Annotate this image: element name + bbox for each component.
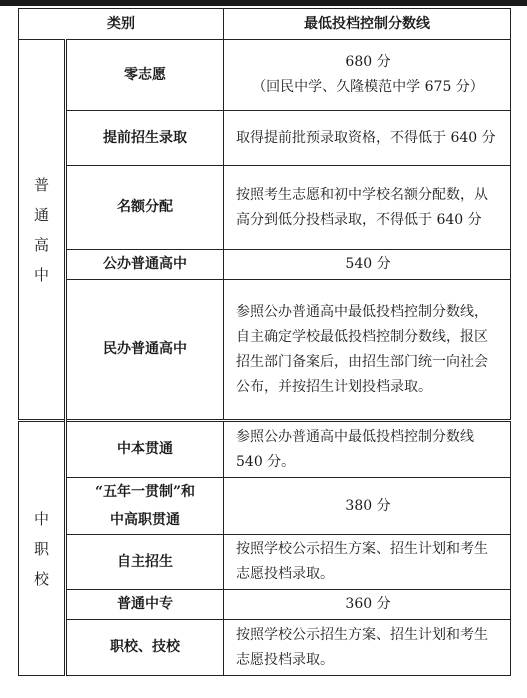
row-value: 取得提前批预录取资格，不得低于 640 分: [224, 111, 511, 166]
row-value: 参照公办普通高中最低投档控制分数线 540 分。: [224, 421, 511, 478]
row-value: 360 分: [224, 590, 511, 620]
score-threshold-table: [18, 8, 511, 676]
table-header-row: [19, 9, 511, 40]
table-row: [19, 590, 511, 620]
top-border: [0, 0, 527, 6]
row-label: 中本贯通: [66, 421, 224, 478]
row-label: 自主招生: [66, 535, 224, 590]
group-char: 职: [33, 539, 49, 558]
table-row: [19, 250, 511, 280]
table-row: [19, 166, 511, 250]
row-label: 民办普通高中: [66, 280, 224, 421]
row-value: 按照学校公示招生方案、招生计划和考生志愿投档录取。: [224, 620, 511, 676]
group-char: 普: [33, 175, 49, 194]
row-label: 提前招生录取: [66, 111, 224, 166]
row-value-line: 680 分: [345, 54, 391, 70]
row-label: 名额分配: [66, 166, 224, 250]
table-row: [19, 620, 511, 676]
row-label: 普通中专: [66, 590, 224, 620]
group-char: 中: [33, 265, 49, 284]
group-char: 通: [33, 205, 49, 224]
row-label: 零志愿: [66, 40, 224, 111]
table-row: [19, 280, 511, 421]
table-row: [19, 535, 511, 590]
row-label-line: “五年一贯制”和: [94, 484, 196, 500]
row-value-line: （回民中学、久隆模范中学 675 分）: [252, 79, 484, 95]
row-value: 参照公办普通高中最低投档控制分数线，自主确定学校最低投档控制分数线，报区招生部门备案后，由招生部门统一向社会公布，并按招生计划投档录取。: [224, 280, 511, 421]
row-label: 职校、技校: [66, 620, 224, 676]
group-label-vocational: [19, 421, 66, 676]
table-row: [19, 478, 511, 535]
header-threshold: 最低投档控制分数线: [224, 9, 511, 40]
header-category: 类别: [19, 9, 224, 40]
table-row: [19, 421, 511, 478]
group-char: 高: [33, 235, 49, 254]
table-row: [19, 111, 511, 166]
row-label-line: 中高职贯通: [110, 512, 180, 528]
group-char: 中: [33, 509, 49, 528]
row-value: [224, 40, 511, 111]
group-char: 校: [33, 569, 49, 588]
row-value: 540 分: [224, 250, 511, 280]
row-value: 按照考生志愿和初中学校名额分配数，从高分到低分投档录取，不得低于 640 分: [224, 166, 511, 250]
row-value: 380 分: [224, 478, 511, 535]
row-label: [66, 478, 224, 535]
row-value: 按照学校公示招生方案、招生计划和考生志愿投档录取。: [224, 535, 511, 590]
table-row: [19, 40, 511, 111]
group-label-general-high: [19, 40, 66, 421]
row-label: 公办普通高中: [66, 250, 224, 280]
